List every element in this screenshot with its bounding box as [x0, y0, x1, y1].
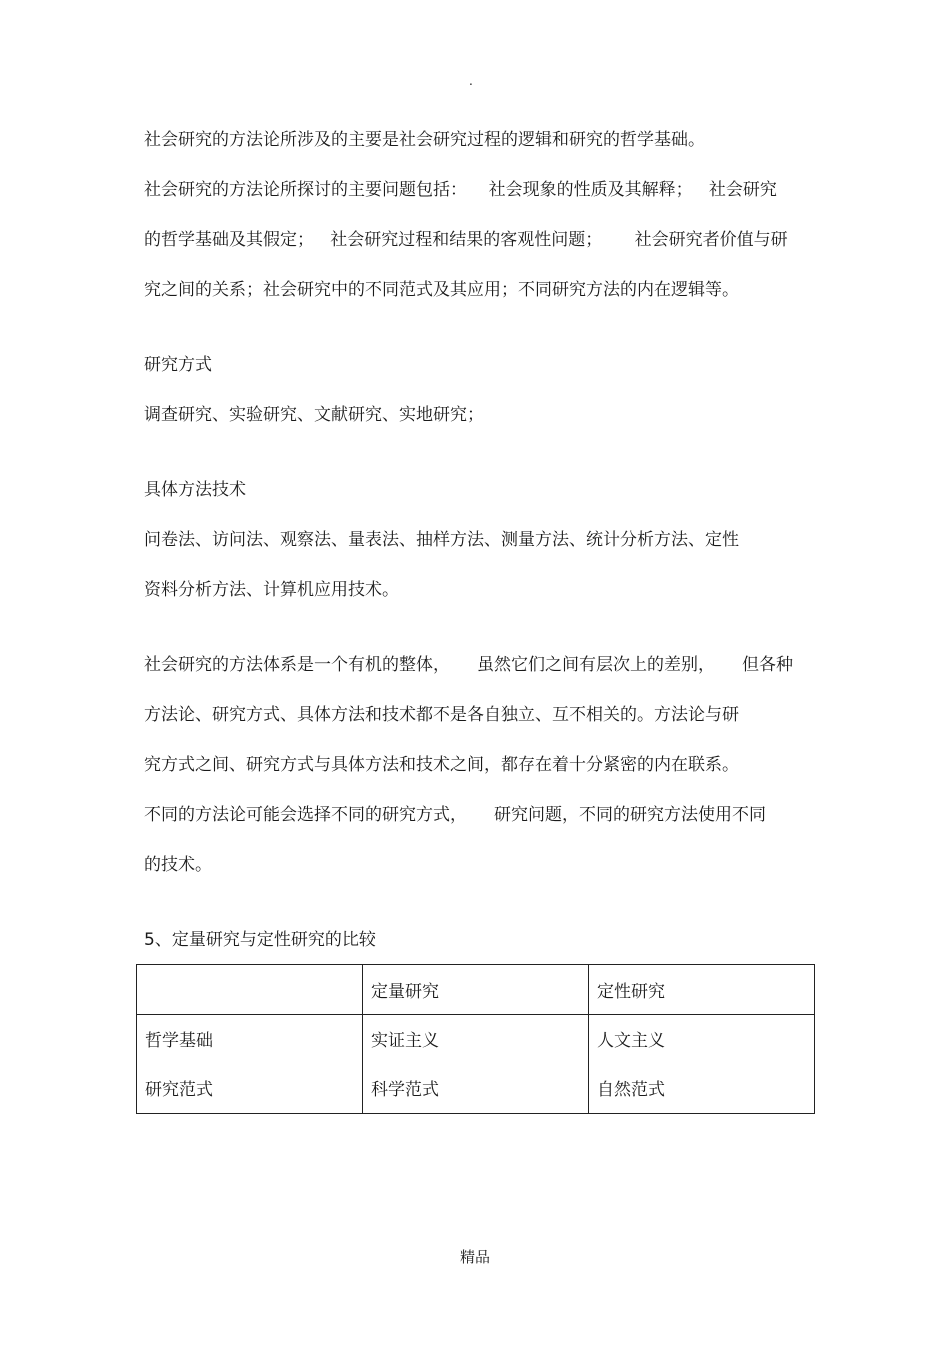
table-cell-text: 科学范式	[371, 1080, 439, 1100]
table-header-row	[137, 965, 815, 1015]
section-heading-research-mode: 研究方式	[144, 355, 212, 375]
section-heading-compare: 5、定量研究与定性研究的比较	[144, 930, 376, 950]
paragraph-line: 究方式之间、研究方式与具体方法和技术之间，都存在着十分紧密的内在联系。	[144, 755, 739, 775]
comparison-table	[136, 964, 815, 1114]
header-mark: .	[469, 74, 473, 88]
table-cell	[363, 1015, 589, 1114]
table-cell-text: 人文主义	[597, 1031, 665, 1051]
table-cell-text: 自然范式	[597, 1080, 665, 1100]
paragraph-line: 社会研究的方法体系是一个有机的整体， 虽然它们之间有层次上的差别， 但各种	[144, 655, 794, 675]
table-cell	[137, 1015, 363, 1114]
paragraph-line: 社会研究的方法论所涉及的主要是社会研究过程的逻辑和研究的哲学基础。	[144, 130, 705, 150]
table-row	[137, 1015, 815, 1114]
paragraph-line: 的技术。	[144, 855, 212, 875]
paragraph-line: 究之间的关系；社会研究中的不同范式及其应用；不同研究方法的内在逻辑等。	[144, 280, 739, 300]
table-cell-text: 研究范式	[145, 1080, 213, 1100]
paragraph-line: 问卷法、访问法、观察法、量表法、抽样方法、测量方法、统计分析方法、定性	[144, 530, 739, 550]
paragraph-line: 方法论、研究方式、具体方法和技术都不是各自独立、互不相关的。方法论与研	[144, 705, 739, 725]
section-heading-methods: 具体方法技术	[144, 480, 246, 500]
paragraph-line: 的哲学基础及其假定； 社会研究过程和结果的客观性问题； 社会研究者价值与研	[144, 230, 788, 250]
table-cell-text: 哲学基础	[145, 1031, 213, 1051]
table-header-cell	[137, 965, 363, 1015]
paragraph-line: 调查研究、实验研究、文献研究、实地研究；	[144, 405, 484, 425]
table-cell-text: 实证主义	[371, 1031, 439, 1051]
paragraph-line: 资料分析方法、计算机应用技术。	[144, 580, 399, 600]
table-header-cell: 定量研究	[363, 965, 589, 1015]
table-cell	[589, 1015, 815, 1114]
paragraph-line: 社会研究的方法论所探讨的主要问题包括： 社会现象的性质及其解释； 社会研究	[144, 180, 777, 200]
page-footer: 精品	[459, 1248, 490, 1266]
table-header-cell: 定性研究	[589, 965, 815, 1015]
paragraph-line: 不同的方法论可能会选择不同的研究方式， 研究问题，不同的研究方法使用不同	[144, 805, 767, 825]
